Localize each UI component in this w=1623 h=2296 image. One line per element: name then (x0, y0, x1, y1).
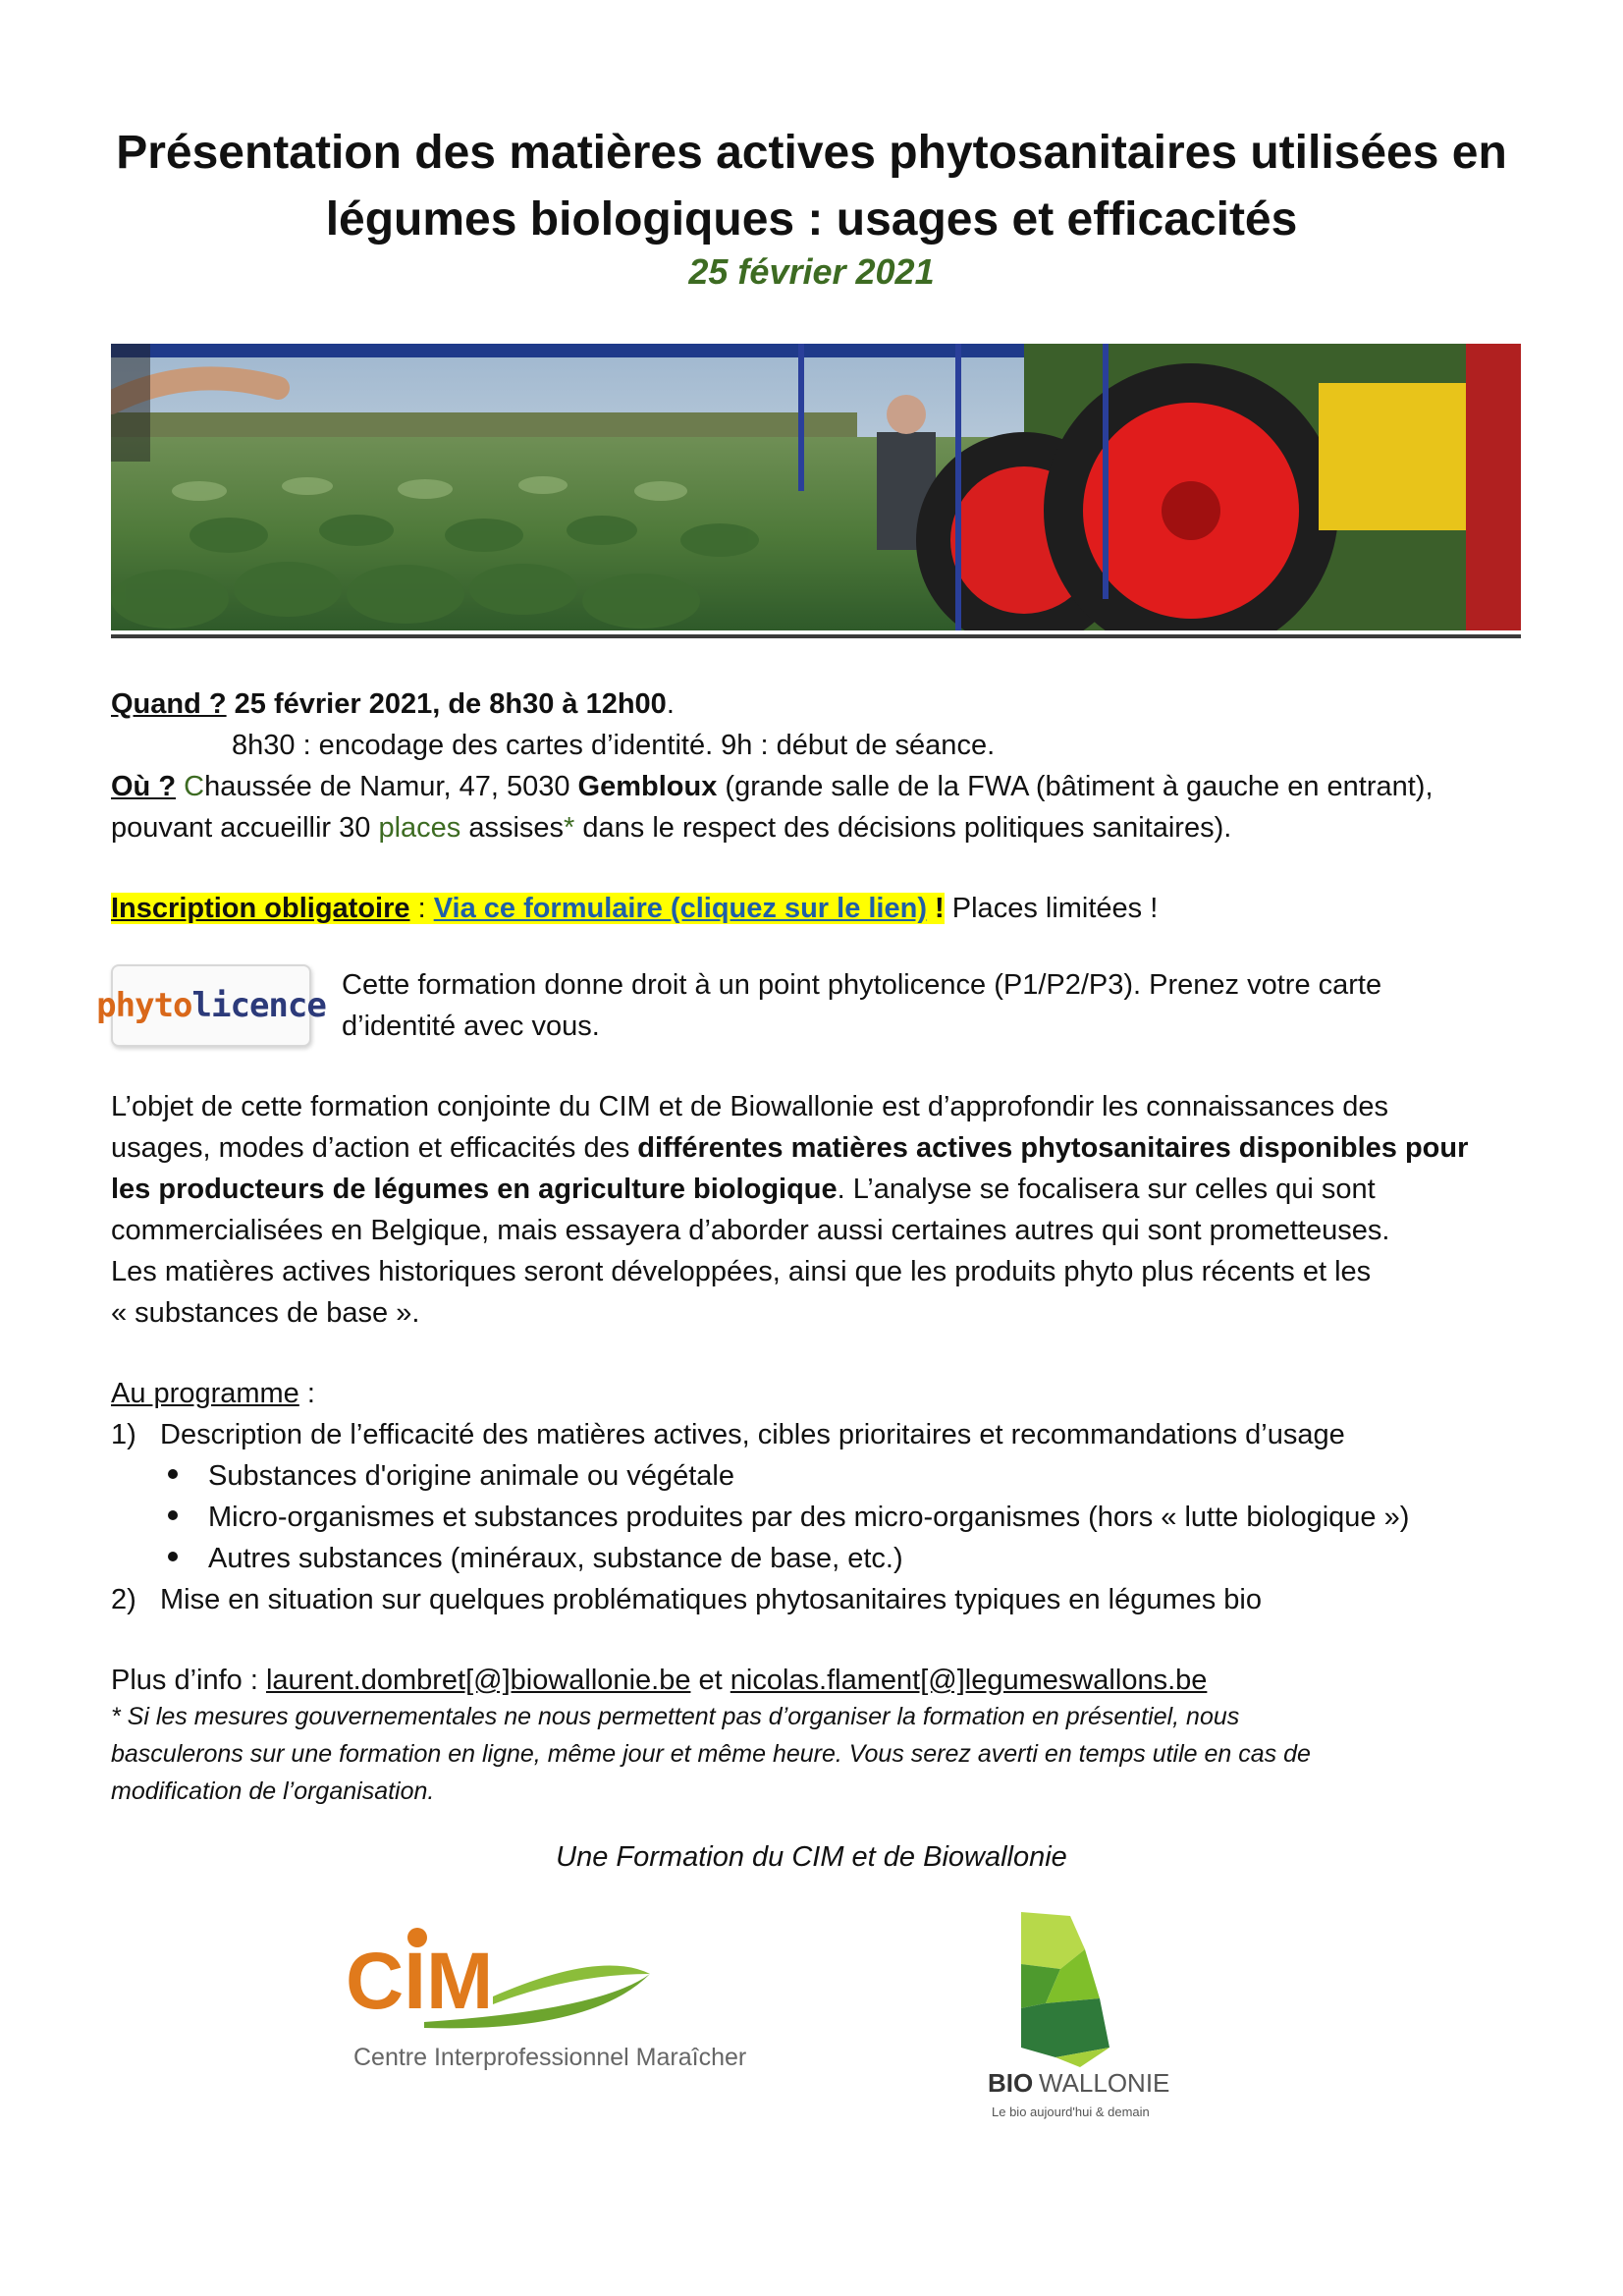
program-sub-2: Micro-organismes et substances produites par des micro-organismes (hors « lutte biologique ») (208, 1502, 1410, 1533)
when-detail: 8h30 : encodage des cartes d’identité. 9h : début de séance. (232, 730, 996, 761)
program-label: Au programme (111, 1378, 299, 1409)
phytolicence-line-1: Cette formation donne droit à un point phytolicence (P1/P2/P3). Prenez votre carte (342, 969, 1382, 1001)
bullet-3 (168, 1552, 178, 1561)
where-text-b: (grande salle de la FWA (bâtiment à gauche en entrant), (717, 771, 1434, 802)
program-sub-3: Autres substances (minéraux, substance de base, etc.) (208, 1543, 903, 1574)
where-label: Où ? (111, 771, 177, 802)
biowallonie-logo-graphic (962, 1910, 1188, 2126)
bio-tagline: Le bio aujourd'hui & demain (992, 2105, 1150, 2119)
registration-label: Inscription obligatoire (111, 893, 410, 924)
bullet-2 (168, 1510, 178, 1520)
when-value-end: . (666, 688, 675, 720)
program-label-after: : (298, 1378, 315, 1409)
intro-line-3b: . L’analyse se focalisera sur celles qui sont (837, 1174, 1376, 1205)
cim-tagline: Centre Interprofessionnel Maraîcher (353, 2044, 747, 2071)
program-item-1-num: 1) (111, 1419, 136, 1450)
intro-line-4: commercialisées en Belgique, mais essayera d’aborder aussi certaines autres qui sont prometteuses. (111, 1215, 1390, 1246)
when-label: Quand ? (111, 688, 227, 720)
program-item-2-num: 2) (111, 1584, 136, 1615)
contact-email-1[interactable]: laurent.dombret[@]biowallonie.be (265, 1665, 691, 1696)
intro-line-3a: les producteurs de légumes en agriculture biologique (111, 1174, 838, 1205)
footnote-line-3: modification de l’organisation. (111, 1777, 435, 1805)
program-sub-1: Substances d'origine animale ou végétale (208, 1460, 734, 1492)
intro-line-6: « substances de base ». (111, 1297, 420, 1329)
cim-logo-graphic (346, 1920, 787, 2097)
where-text-c: C (184, 771, 205, 802)
intro-line-2 (111, 1127, 1544, 1169)
intro-line-2a: usages, modes d’action et efficacités des (111, 1132, 638, 1164)
where-line2-c: dans le respect des décisions politiques sanitaires). (574, 812, 1232, 844)
bullet-1 (168, 1469, 178, 1479)
footnote-line-1: * Si les mesures gouvernementales ne nous permettent pas d’organiser la formation en présentiel, nous (111, 1703, 1240, 1730)
contact-line (111, 1660, 1544, 1701)
footnote-line-2: basculerons sur une formation en ligne, même jour et même heure. Vous serez averti en temps utile en cas de (111, 1740, 1311, 1768)
registration-exclamation: ! (927, 893, 945, 924)
phytolicence-logo (96, 964, 326, 1047)
where-places: places (378, 812, 461, 844)
when-line (111, 683, 1525, 725)
where-city: Gembloux (577, 771, 718, 802)
when-value: 25 février 2021, de 8h30 à 12h00 (234, 688, 667, 720)
phytolicence-logo-a: phyto (96, 986, 192, 1025)
contact-prefix: Plus d’info : (111, 1665, 266, 1696)
where-line2-a: pouvant accueillir 30 (111, 812, 379, 844)
where-line2-b: assises (460, 812, 565, 844)
bio-name-a: BIO (988, 2068, 1034, 2098)
where-asterisk: * (564, 812, 575, 844)
program-heading (111, 1373, 700, 1414)
registration-line (111, 888, 1544, 929)
cim-logo (346, 1920, 787, 2097)
registration-sep: : (409, 893, 434, 924)
bio-name-b: WALLONIE (1039, 2068, 1170, 2098)
title-date: 25 février 2021 (688, 251, 935, 292)
phytolicence-logo-b: licence (191, 986, 326, 1025)
title-line-2: légumes biologiques : usages et efficacités (325, 193, 1298, 246)
program-item-1: Description de l’efficacité des matières actives, cibles prioritaires et recommandations d’usage (160, 1419, 1345, 1450)
cim-mark: CIM (346, 1937, 494, 2026)
program-item-2: Mise en situation sur quelques problématiques phytosanitaires typiques en légumes bio (160, 1584, 1262, 1615)
banner-photo (111, 344, 1521, 638)
contact-mid: et (690, 1665, 730, 1696)
where-text-a: haussée de Namur, 47, 5030 (204, 771, 578, 802)
intro-line-2b: différentes matières actives phytosanitaires disponibles pour (637, 1132, 1469, 1164)
intro-line-1: L’objet de cette formation conjointe du CIM et de Biowallonie est d’approfondir les connaissances des (111, 1091, 1388, 1122)
where-line-2 (111, 807, 1544, 848)
intro-line-3 (111, 1169, 1544, 1210)
title-line-1: Présentation des matières actives phytosanitaires utilisées en (116, 127, 1507, 179)
contact-email-2[interactable]: nicolas.flament[@]legumeswallons.be (730, 1665, 1208, 1696)
intro-line-5: Les matières actives historiques seront développées, ainsi que les produits phyto plus récents et les (111, 1256, 1372, 1287)
phytolicence-line-2: d’identité avec vous. (342, 1011, 600, 1042)
where-line (111, 766, 1544, 807)
biowallonie-logo (962, 1910, 1188, 2126)
registration-form-link[interactable]: Via ce formulaire (cliquez sur le lien) (433, 893, 927, 924)
page-title (98, 120, 1525, 253)
registration-after: Places limitées ! (944, 893, 1159, 924)
credit-line: Une Formation du CIM et de Biowallonie (556, 1841, 1067, 1873)
